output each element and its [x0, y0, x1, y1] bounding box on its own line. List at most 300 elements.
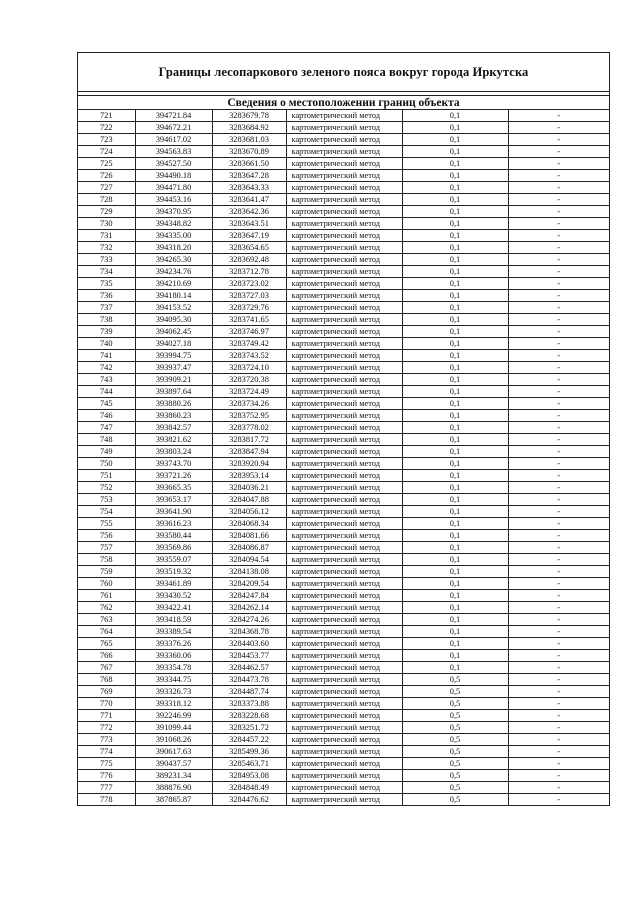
point-number-cell: 745 [78, 398, 135, 410]
y-coordinate-cell: 3283920.94 [212, 458, 286, 470]
x-coordinate-cell: 394490.18 [135, 170, 212, 182]
point-number-cell: 768 [78, 674, 135, 686]
y-coordinate-cell: 3284068.34 [212, 518, 286, 530]
y-coordinate-cell: 3283647.28 [212, 170, 286, 182]
table-row [78, 218, 609, 230]
note-cell: - [508, 314, 609, 326]
y-coordinate-cell: 3284274.26 [212, 614, 286, 626]
point-number-cell: 752 [78, 482, 135, 494]
method-cell: картометрический метод [286, 410, 402, 422]
x-coordinate-cell: 393354.78 [135, 662, 212, 674]
point-number-cell: 756 [78, 530, 135, 542]
note-cell: - [508, 146, 609, 158]
method-cell: картометрический метод [286, 530, 402, 542]
accuracy-cell: 0,1 [402, 122, 508, 134]
point-number-cell: 741 [78, 350, 135, 362]
point-number-cell: 727 [78, 182, 135, 194]
y-coordinate-cell: 3283643.51 [212, 218, 286, 230]
note-cell: - [508, 302, 609, 314]
x-coordinate-cell: 393418.59 [135, 614, 212, 626]
note-cell: - [508, 218, 609, 230]
y-coordinate-cell: 3284476.62 [212, 794, 286, 806]
method-cell: картометрический метод [286, 434, 402, 446]
method-cell: картометрический метод [286, 566, 402, 578]
table-row [78, 278, 609, 290]
table-row [78, 530, 609, 542]
y-coordinate-cell: 3284081.66 [212, 530, 286, 542]
point-number-cell: 767 [78, 662, 135, 674]
x-coordinate-cell: 394335.00 [135, 230, 212, 242]
y-coordinate-cell: 3283734.26 [212, 398, 286, 410]
table-row [78, 554, 609, 566]
accuracy-cell: 0,1 [402, 446, 508, 458]
point-number-cell: 740 [78, 338, 135, 350]
y-coordinate-cell: 3283723.02 [212, 278, 286, 290]
accuracy-cell: 0,1 [402, 170, 508, 182]
accuracy-cell: 0,1 [402, 158, 508, 170]
point-number-cell: 753 [78, 494, 135, 506]
y-coordinate-cell: 3283746.97 [212, 326, 286, 338]
point-number-cell: 754 [78, 506, 135, 518]
accuracy-cell: 0,1 [402, 494, 508, 506]
x-coordinate-cell: 393665.35 [135, 482, 212, 494]
x-coordinate-cell: 394234.76 [135, 266, 212, 278]
note-cell: - [508, 686, 609, 698]
method-cell: картометрический метод [286, 746, 402, 758]
y-coordinate-cell: 3284209.54 [212, 578, 286, 590]
x-coordinate-cell: 393580.44 [135, 530, 212, 542]
accuracy-cell: 0,1 [402, 518, 508, 530]
point-number-cell: 772 [78, 722, 135, 734]
accuracy-cell: 0,1 [402, 362, 508, 374]
method-cell: картометрический метод [286, 590, 402, 602]
table-row [78, 518, 609, 530]
note-cell: - [508, 230, 609, 242]
y-coordinate-cell: 3284086.87 [212, 542, 286, 554]
point-number-cell: 746 [78, 410, 135, 422]
method-cell: картометрический метод [286, 170, 402, 182]
accuracy-cell: 0,1 [402, 650, 508, 662]
accuracy-cell: 0,5 [402, 770, 508, 782]
y-coordinate-cell: 3284138.08 [212, 566, 286, 578]
point-number-cell: 757 [78, 542, 135, 554]
note-cell: - [508, 326, 609, 338]
point-number-cell: 744 [78, 386, 135, 398]
accuracy-cell: 0,1 [402, 350, 508, 362]
method-cell: картометрический метод [286, 470, 402, 482]
accuracy-cell: 0,1 [402, 554, 508, 566]
table-row [78, 134, 609, 146]
table-row [78, 398, 609, 410]
note-cell: - [508, 698, 609, 710]
table-row [78, 638, 609, 650]
accuracy-cell: 0,1 [402, 218, 508, 230]
method-cell: картометрический метод [286, 398, 402, 410]
note-cell: - [508, 266, 609, 278]
method-cell: картометрический метод [286, 506, 402, 518]
y-coordinate-cell: 3284047.88 [212, 494, 286, 506]
point-number-cell: 724 [78, 146, 135, 158]
method-cell: картометрический метод [286, 758, 402, 770]
point-number-cell: 764 [78, 626, 135, 638]
point-number-cell: 766 [78, 650, 135, 662]
method-cell: картометрический метод [286, 494, 402, 506]
y-coordinate-cell: 3284453.77 [212, 650, 286, 662]
note-cell: - [508, 182, 609, 194]
x-coordinate-cell: 393326.73 [135, 686, 212, 698]
note-cell: - [508, 650, 609, 662]
x-coordinate-cell: 392246.99 [135, 710, 212, 722]
accuracy-cell: 0,1 [402, 482, 508, 494]
note-cell: - [508, 254, 609, 266]
accuracy-cell: 0,1 [402, 662, 508, 674]
note-cell: - [508, 362, 609, 374]
method-cell: картометрический метод [286, 338, 402, 350]
x-coordinate-cell: 393821.62 [135, 434, 212, 446]
method-cell: картометрический метод [286, 134, 402, 146]
table-row [78, 758, 609, 770]
method-cell: картометрический метод [286, 206, 402, 218]
x-coordinate-cell: 394318.20 [135, 242, 212, 254]
accuracy-cell: 0,5 [402, 782, 508, 794]
accuracy-cell: 0,1 [402, 602, 508, 614]
y-coordinate-cell: 3283228.68 [212, 710, 286, 722]
y-coordinate-cell: 3284094.54 [212, 554, 286, 566]
accuracy-cell: 0,1 [402, 314, 508, 326]
point-number-cell: 761 [78, 590, 135, 602]
point-number-cell: 725 [78, 158, 135, 170]
table-row [78, 686, 609, 698]
table-row [78, 494, 609, 506]
point-number-cell: 775 [78, 758, 135, 770]
point-number-cell: 778 [78, 794, 135, 806]
accuracy-cell: 0,5 [402, 674, 508, 686]
method-cell: картометрический метод [286, 302, 402, 314]
y-coordinate-cell: 3283743.52 [212, 350, 286, 362]
point-number-cell: 759 [78, 566, 135, 578]
y-coordinate-cell: 3285499.36 [212, 746, 286, 758]
y-coordinate-cell: 3283712.78 [212, 266, 286, 278]
x-coordinate-cell: 394153.52 [135, 302, 212, 314]
point-number-cell: 751 [78, 470, 135, 482]
note-cell: - [508, 626, 609, 638]
method-cell: картометрический метод [286, 626, 402, 638]
y-coordinate-cell: 3283681.03 [212, 134, 286, 146]
accuracy-cell: 0,1 [402, 530, 508, 542]
table-row [78, 602, 609, 614]
x-coordinate-cell: 394095.30 [135, 314, 212, 326]
method-cell: картометрический метод [286, 602, 402, 614]
y-coordinate-cell: 3284457.22 [212, 734, 286, 746]
y-coordinate-cell: 3284953.08 [212, 770, 286, 782]
x-coordinate-cell: 393743.70 [135, 458, 212, 470]
point-number-cell: 732 [78, 242, 135, 254]
table-row [78, 302, 609, 314]
x-coordinate-cell: 388876.90 [135, 782, 212, 794]
accuracy-cell: 0,1 [402, 146, 508, 158]
method-cell: картометрический метод [286, 482, 402, 494]
method-cell: картометрический метод [286, 290, 402, 302]
x-coordinate-cell: 394527.50 [135, 158, 212, 170]
method-cell: картометрический метод [286, 542, 402, 554]
table-row [78, 782, 609, 794]
table-row [78, 422, 609, 434]
table-row [78, 434, 609, 446]
y-coordinate-cell: 3283641.47 [212, 194, 286, 206]
coordinates-table [78, 110, 609, 805]
table-row [78, 158, 609, 170]
y-coordinate-cell: 3283778.02 [212, 422, 286, 434]
point-number-cell: 733 [78, 254, 135, 266]
method-cell: картометрический метод [286, 650, 402, 662]
note-cell: - [508, 782, 609, 794]
table-row [78, 182, 609, 194]
y-coordinate-cell: 3284848.49 [212, 782, 286, 794]
note-cell: - [508, 242, 609, 254]
accuracy-cell: 0,1 [402, 266, 508, 278]
y-coordinate-cell: 3283847.94 [212, 446, 286, 458]
y-coordinate-cell: 3283724.10 [212, 362, 286, 374]
y-coordinate-cell: 3284462.57 [212, 662, 286, 674]
x-coordinate-cell: 393937.47 [135, 362, 212, 374]
point-number-cell: 738 [78, 314, 135, 326]
point-number-cell: 763 [78, 614, 135, 626]
accuracy-cell: 0,1 [402, 326, 508, 338]
accuracy-cell: 0,1 [402, 254, 508, 266]
method-cell: картометрический метод [286, 146, 402, 158]
accuracy-cell: 0,1 [402, 206, 508, 218]
method-cell: картометрический метод [286, 314, 402, 326]
x-coordinate-cell: 394453.16 [135, 194, 212, 206]
y-coordinate-cell: 3284368.78 [212, 626, 286, 638]
x-coordinate-cell: 393559.07 [135, 554, 212, 566]
note-cell: - [508, 434, 609, 446]
x-coordinate-cell: 391099.44 [135, 722, 212, 734]
accuracy-cell: 0,1 [402, 626, 508, 638]
note-cell: - [508, 590, 609, 602]
table-row [78, 254, 609, 266]
accuracy-cell: 0,1 [402, 338, 508, 350]
x-coordinate-cell: 393803.24 [135, 446, 212, 458]
accuracy-cell: 0,1 [402, 290, 508, 302]
method-cell: картометрический метод [286, 218, 402, 230]
table-row [78, 446, 609, 458]
accuracy-cell: 0,5 [402, 794, 508, 806]
accuracy-cell: 0,1 [402, 110, 508, 122]
y-coordinate-cell: 3283373.88 [212, 698, 286, 710]
table-row [78, 122, 609, 134]
point-number-cell: 722 [78, 122, 135, 134]
point-number-cell: 743 [78, 374, 135, 386]
accuracy-cell: 0,1 [402, 638, 508, 650]
method-cell: картометрический метод [286, 278, 402, 290]
y-coordinate-cell: 3284473.78 [212, 674, 286, 686]
note-cell: - [508, 638, 609, 650]
point-number-cell: 776 [78, 770, 135, 782]
x-coordinate-cell: 393389.54 [135, 626, 212, 638]
method-cell: картометрический метод [286, 422, 402, 434]
accuracy-cell: 0,1 [402, 194, 508, 206]
x-coordinate-cell: 393842.57 [135, 422, 212, 434]
y-coordinate-cell: 3284247.84 [212, 590, 286, 602]
note-cell: - [508, 194, 609, 206]
method-cell: картометрический метод [286, 362, 402, 374]
note-cell: - [508, 170, 609, 182]
point-number-cell: 750 [78, 458, 135, 470]
note-cell: - [508, 770, 609, 782]
point-number-cell: 770 [78, 698, 135, 710]
point-number-cell: 771 [78, 710, 135, 722]
note-cell: - [508, 398, 609, 410]
x-coordinate-cell: 393994.75 [135, 350, 212, 362]
note-cell: - [508, 206, 609, 218]
point-number-cell: 755 [78, 518, 135, 530]
table-row [78, 626, 609, 638]
table-row [78, 674, 609, 686]
table-row [78, 506, 609, 518]
note-cell: - [508, 578, 609, 590]
note-cell: - [508, 458, 609, 470]
accuracy-cell: 0,1 [402, 182, 508, 194]
table-row [78, 170, 609, 182]
y-coordinate-cell: 3284056.12 [212, 506, 286, 518]
y-coordinate-cell: 3283670.89 [212, 146, 286, 158]
table-row [78, 314, 609, 326]
note-cell: - [508, 722, 609, 734]
point-number-cell: 729 [78, 206, 135, 218]
method-cell: картометрический метод [286, 386, 402, 398]
accuracy-cell: 0,1 [402, 398, 508, 410]
method-cell: картометрический метод [286, 158, 402, 170]
x-coordinate-cell: 393422.41 [135, 602, 212, 614]
x-coordinate-cell: 393376.26 [135, 638, 212, 650]
point-number-cell: 748 [78, 434, 135, 446]
table-row [78, 350, 609, 362]
table-row [78, 266, 609, 278]
accuracy-cell: 0,1 [402, 458, 508, 470]
x-coordinate-cell: 394348.82 [135, 218, 212, 230]
table-row [78, 794, 609, 806]
x-coordinate-cell: 393344.75 [135, 674, 212, 686]
x-coordinate-cell: 393616.23 [135, 518, 212, 530]
table-row [78, 242, 609, 254]
x-coordinate-cell: 394563.83 [135, 146, 212, 158]
method-cell: картометрический метод [286, 710, 402, 722]
method-cell: картометрический метод [286, 638, 402, 650]
y-coordinate-cell: 3283720.38 [212, 374, 286, 386]
accuracy-cell: 0,1 [402, 374, 508, 386]
table-row [78, 362, 609, 374]
note-cell: - [508, 386, 609, 398]
y-coordinate-cell: 3283679.78 [212, 110, 286, 122]
table-row [78, 722, 609, 734]
y-coordinate-cell: 3283817.72 [212, 434, 286, 446]
method-cell: картометрический метод [286, 578, 402, 590]
note-cell: - [508, 746, 609, 758]
table-row [78, 710, 609, 722]
table-row [78, 482, 609, 494]
point-number-cell: 773 [78, 734, 135, 746]
note-cell: - [508, 602, 609, 614]
point-number-cell: 737 [78, 302, 135, 314]
point-number-cell: 739 [78, 326, 135, 338]
note-cell: - [508, 110, 609, 122]
y-coordinate-cell: 3285463.71 [212, 758, 286, 770]
note-cell: - [508, 734, 609, 746]
note-cell: - [508, 290, 609, 302]
note-cell: - [508, 566, 609, 578]
note-cell: - [508, 410, 609, 422]
x-coordinate-cell: 393909.21 [135, 374, 212, 386]
table-row [78, 770, 609, 782]
x-coordinate-cell: 393461.89 [135, 578, 212, 590]
note-cell: - [508, 422, 609, 434]
y-coordinate-cell: 3283684.92 [212, 122, 286, 134]
note-cell: - [508, 554, 609, 566]
method-cell: картометрический метод [286, 698, 402, 710]
note-cell: - [508, 710, 609, 722]
table-row [78, 194, 609, 206]
x-coordinate-cell: 393721.26 [135, 470, 212, 482]
note-cell: - [508, 338, 609, 350]
y-coordinate-cell: 3284036.21 [212, 482, 286, 494]
table-row [78, 410, 609, 422]
note-cell: - [508, 662, 609, 674]
x-coordinate-cell: 394027.18 [135, 338, 212, 350]
section-subtitle: Сведения о местоположении границ объекта [227, 96, 460, 109]
method-cell: картометрический метод [286, 326, 402, 338]
x-coordinate-cell: 394062.45 [135, 326, 212, 338]
document-title: Границы лесопаркового зеленого пояса вокруг города Иркутска [158, 64, 529, 79]
x-coordinate-cell: 394370.95 [135, 206, 212, 218]
table-row [78, 110, 609, 122]
table-row [78, 662, 609, 674]
accuracy-cell: 0,1 [402, 386, 508, 398]
method-cell: картометрический метод [286, 350, 402, 362]
y-coordinate-cell: 3283953.14 [212, 470, 286, 482]
accuracy-cell: 0,1 [402, 566, 508, 578]
y-coordinate-cell: 3283661.50 [212, 158, 286, 170]
table-row [78, 650, 609, 662]
table-row [78, 698, 609, 710]
table-row [78, 614, 609, 626]
point-number-cell: 726 [78, 170, 135, 182]
x-coordinate-cell: 393880.26 [135, 398, 212, 410]
accuracy-cell: 0,1 [402, 542, 508, 554]
x-coordinate-cell: 394672.21 [135, 122, 212, 134]
note-cell: - [508, 134, 609, 146]
accuracy-cell: 0,1 [402, 134, 508, 146]
x-coordinate-cell: 389231.34 [135, 770, 212, 782]
point-number-cell: 731 [78, 230, 135, 242]
point-number-cell: 736 [78, 290, 135, 302]
accuracy-cell: 0,5 [402, 710, 508, 722]
note-cell: - [508, 374, 609, 386]
accuracy-cell: 0,5 [402, 746, 508, 758]
method-cell: картометрический метод [286, 194, 402, 206]
table-row [78, 338, 609, 350]
method-cell: картометрический метод [286, 122, 402, 134]
y-coordinate-cell: 3284403.60 [212, 638, 286, 650]
y-coordinate-cell: 3283654.65 [212, 242, 286, 254]
accuracy-cell: 0,1 [402, 578, 508, 590]
x-coordinate-cell: 390437.57 [135, 758, 212, 770]
title-box [78, 53, 609, 92]
method-cell: картометрический метод [286, 254, 402, 266]
x-coordinate-cell: 394471.80 [135, 182, 212, 194]
x-coordinate-cell: 394210.69 [135, 278, 212, 290]
table-row [78, 326, 609, 338]
